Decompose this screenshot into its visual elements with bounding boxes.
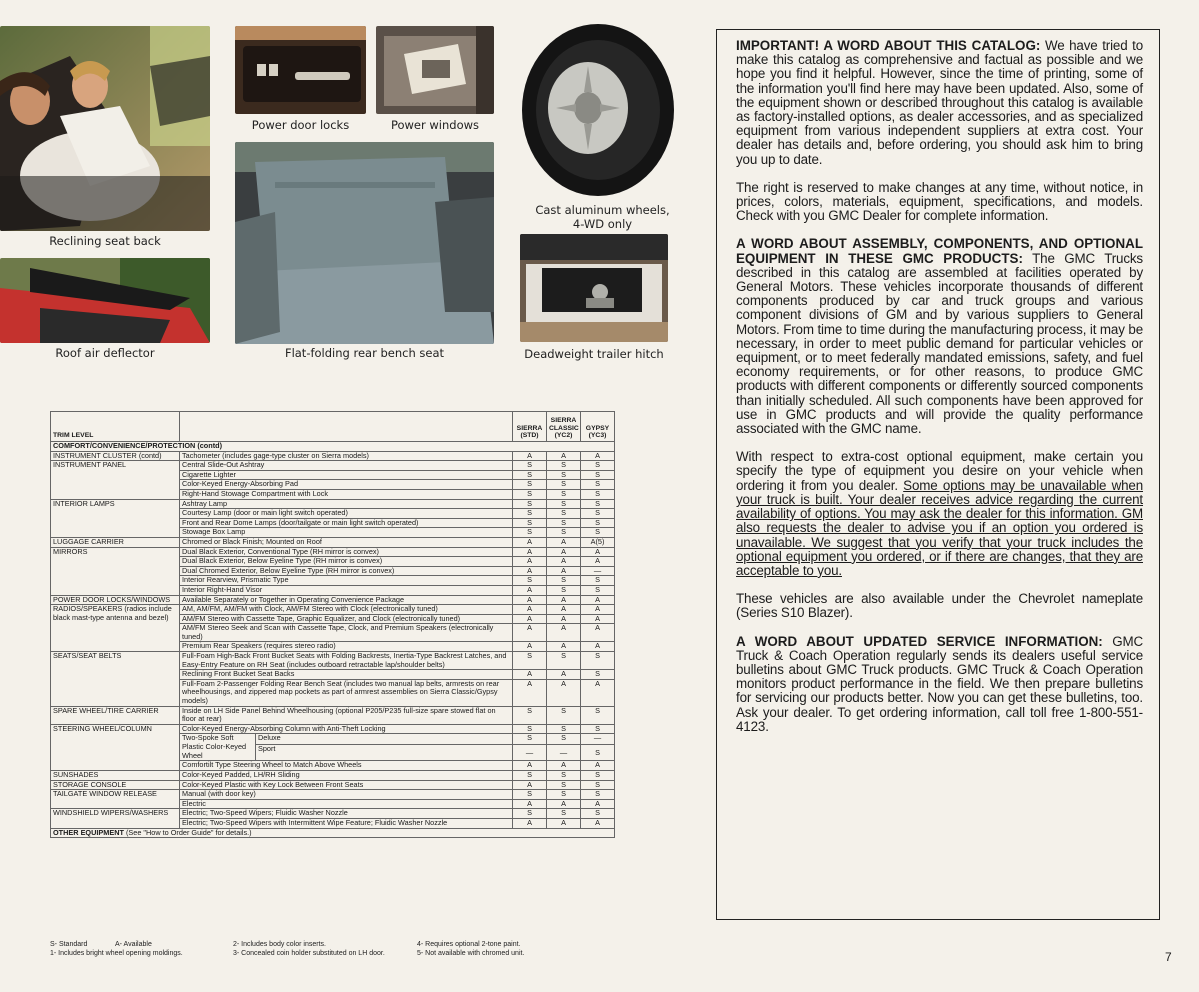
notice-paragraph-5: These vehicles are also available under the Chevrolet nameplate (Series S10 Blazer). bbox=[736, 591, 1143, 621]
value-cell: A bbox=[581, 614, 615, 624]
sierra-header: SIERRA (STD) bbox=[513, 412, 547, 442]
item-cell bbox=[180, 734, 513, 761]
item-cell: AM/FM Stereo Seek and Scan with Cassette Tape, Clock, and Premium Speakers (electronically tuned) bbox=[180, 624, 513, 642]
table-row bbox=[51, 605, 615, 615]
item-cell: Tachometer (includes gage-type cluster on Sierra models) bbox=[180, 451, 513, 461]
value-cell-lower: S bbox=[595, 748, 600, 758]
blank-header bbox=[180, 412, 513, 442]
group-cell: STORAGE CONSOLE bbox=[51, 780, 180, 790]
group-cell: SPARE WHEEL/TIRE CARRIER bbox=[51, 706, 180, 724]
value-cell: A bbox=[581, 679, 615, 706]
value-cell: A bbox=[513, 780, 547, 790]
aluminum-wheel-caption-2: 4-WD only bbox=[572, 217, 633, 231]
section-row bbox=[51, 442, 615, 452]
other-equipment-label: OTHER EQUIPMENT bbox=[53, 827, 124, 837]
value-cell: A bbox=[547, 605, 581, 615]
roof-deflector-photo bbox=[0, 258, 210, 343]
item-cell: Right-Hand Stowage Compartment with Lock bbox=[180, 489, 513, 499]
value-cell: S bbox=[513, 771, 547, 781]
power-door-locks-caption: Power door locks bbox=[251, 118, 350, 132]
value-cell: S bbox=[547, 576, 581, 586]
notice-body-4: With respect to extra-cost optional equipment, make certain you specify the type of equipment you desire on your vehicle when ordering it from you dealer. bbox=[736, 449, 1143, 493]
value-cell: A bbox=[513, 799, 547, 809]
item-cell: Full-Foam High-Back Front Bucket Seats with Folding Backrests, Inertia-Type Backrest Latches, and Easy-Entry Feature on RH Seat (includes outboard retractable lap/shoulder belts) bbox=[180, 652, 513, 670]
value-cell bbox=[581, 734, 615, 761]
table-header-row bbox=[51, 412, 615, 442]
table-row bbox=[51, 652, 615, 670]
equipment-table bbox=[50, 411, 615, 838]
notice-body-3: The GMC Trucks described in this catalog are assembled at facilities operated by General Motors. These vehicles incorporate thousands of different components produced by car and truck groups and various component divisions of GM and by various suppliers to General Motors. From time to time during the manufacturing process, it may be necessary, in order to meet public demand for particular vehicles or equipment, or to meet federally mandated emissions, safety, and fuel economy requirements, or for other reasons, to produce GMC products with different components or differently sourced components than initially scheduled. All such components have been approved for use in GMC products and will provide the quality performance associated with the GMC name. bbox=[736, 250, 1143, 437]
item-cell: Color-Keyed Padded, LH/RH Sliding bbox=[180, 771, 513, 781]
value-cell: S bbox=[547, 780, 581, 790]
reclining-seat-caption: Reclining seat back bbox=[49, 234, 161, 248]
footnote-available: A- Available bbox=[115, 941, 152, 948]
item-cell: Cigarette Lighter bbox=[180, 470, 513, 480]
value-cell: A bbox=[547, 624, 581, 642]
item-cell: Color-Keyed Energy-Absorbing Column with Anti-Theft Locking bbox=[180, 724, 513, 734]
other-equipment-note: (See "How to Order Guide" for details.) bbox=[123, 827, 252, 837]
item-cell: Interior Right-Hand Visor bbox=[180, 585, 513, 595]
item-cell: Central Slide-Out Ashtray bbox=[180, 461, 513, 471]
footnote-4: 4- Requires optional 2-tone paint. bbox=[417, 941, 521, 948]
table-row bbox=[51, 461, 615, 471]
item-cell: Ashtray Lamp bbox=[180, 499, 513, 509]
power-windows-caption: Power windows bbox=[390, 118, 480, 132]
value-cell: S bbox=[547, 518, 581, 528]
group-cell: TAILGATE WINDOW RELEASE bbox=[51, 790, 180, 809]
value-cell: S bbox=[581, 518, 615, 528]
value-cell: S bbox=[581, 790, 615, 800]
value-cell: S bbox=[547, 528, 581, 538]
value-cell: A bbox=[581, 451, 615, 461]
value-cell: S bbox=[513, 809, 547, 819]
group-cell: INSTRUMENT PANEL bbox=[51, 461, 180, 499]
notice-body-1: We have tried to make this catalog as comprehensive and factual as possible and we hope you find it helpful. However, since the time of printing, some of the information you'll find here may have been updated. Also, some of the equipment shown or described throughout this catalog is available as factory-installed options, as dealer accessories, and as specialized equipment from various independent suppliers at extra cost. Your dealer has details and, before ordering, you should ask him to bring you up to date. bbox=[736, 38, 1144, 167]
value-cell: A bbox=[547, 537, 581, 547]
footnote-5: 5- Not available with chromed unit. bbox=[417, 950, 525, 957]
value-cell: A bbox=[513, 642, 547, 652]
value-cell: S bbox=[581, 470, 615, 480]
value-cell: S bbox=[581, 724, 615, 734]
value-cell: S bbox=[547, 724, 581, 734]
value-cell: A bbox=[547, 679, 581, 706]
notice-heading-1: IMPORTANT! A WORD ABOUT THIS CATALOG: bbox=[736, 38, 1041, 53]
value-cell: S bbox=[547, 585, 581, 595]
item-cell: Inside on LH Side Panel Behind Wheelhousing (optional P205/P235 full-size spare stowed flat on floor at rear) bbox=[180, 706, 513, 724]
value-cell: A bbox=[547, 547, 581, 557]
footnote-standard: S- Standard bbox=[50, 941, 88, 948]
trailer-hitch-photo bbox=[520, 234, 668, 342]
value-cell: A bbox=[513, 761, 547, 771]
value-cell: S bbox=[513, 790, 547, 800]
item-cell: Electric; Two-Speed Wipers; Fluidic Washer Nozzle bbox=[180, 809, 513, 819]
value-cell bbox=[547, 734, 581, 761]
value-cell: S bbox=[581, 670, 615, 680]
value-cell: S bbox=[547, 809, 581, 819]
value-cell: A bbox=[513, 679, 547, 706]
value-cell: — bbox=[581, 566, 615, 576]
value-cell: S bbox=[581, 528, 615, 538]
item-cell: AM, AM/FM, AM/FM with Clock, AM/FM Stereo with Clock (electronically tuned) bbox=[180, 605, 513, 615]
group-cell: LUGGAGE CARRIER bbox=[51, 537, 180, 547]
notice-paragraph-1 bbox=[736, 39, 1143, 167]
value-cell: A bbox=[547, 595, 581, 605]
rear-bench-seat-photo bbox=[235, 142, 494, 344]
value-cell: A bbox=[513, 451, 547, 461]
item-cell: Color-Keyed Energy-Absorbing Pad bbox=[180, 480, 513, 490]
value-cell: A bbox=[581, 799, 615, 809]
item-cell: AM/FM Stereo with Cassette Tape, Graphic Equalizer, and Clock (electronically tuned) bbox=[180, 614, 513, 624]
item-cell: Interior Rearview, Prismatic Type bbox=[180, 576, 513, 586]
other-equipment-row bbox=[51, 828, 615, 838]
sierra-classic-header: SIERRA CLASSIC (YC2) bbox=[547, 412, 581, 442]
value-cell: A bbox=[581, 624, 615, 642]
value-cell: S bbox=[513, 706, 547, 724]
value-cell: A bbox=[513, 537, 547, 547]
rear-bench-seat-caption: Flat-folding rear bench seat bbox=[284, 346, 445, 360]
value-cell: S bbox=[513, 489, 547, 499]
value-cell-upper: S bbox=[513, 734, 546, 745]
item-cell: Courtesy Lamp (door or main light switch operated) bbox=[180, 509, 513, 519]
value-cell: A bbox=[581, 605, 615, 615]
item-cell: Stowage Box Lamp bbox=[180, 528, 513, 538]
value-cell: S bbox=[581, 780, 615, 790]
item-cell: Electric bbox=[180, 799, 513, 809]
value-cell: S bbox=[547, 470, 581, 480]
value-cell: S bbox=[547, 461, 581, 471]
value-cell: S bbox=[513, 724, 547, 734]
value-cell: S bbox=[547, 489, 581, 499]
value-cell: S bbox=[547, 509, 581, 519]
aluminum-wheel-caption-1: Cast aluminum wheels, bbox=[535, 203, 670, 217]
item-cell: Dual Chromed Exterior, Below Eyeline Type (RH mirror is convex) bbox=[180, 566, 513, 576]
value-cell: A bbox=[547, 642, 581, 652]
value-cell: A bbox=[547, 614, 581, 624]
group-cell: INSTRUMENT CLUSTER (contd) bbox=[51, 451, 180, 461]
value-cell: S bbox=[581, 461, 615, 471]
trailer-hitch-caption: Deadweight trailer hitch bbox=[524, 347, 664, 361]
footnote-3: 3- Concealed coin holder substituted on LH door. bbox=[233, 950, 385, 957]
value-cell: A bbox=[513, 585, 547, 595]
value-cell: A bbox=[547, 557, 581, 567]
value-cell: S bbox=[581, 576, 615, 586]
value-cell: A bbox=[513, 547, 547, 557]
value-cell-upper: — bbox=[581, 734, 614, 745]
value-cell-lower: — bbox=[559, 748, 568, 758]
value-cell: A bbox=[581, 818, 615, 828]
notice-paragraph-3 bbox=[736, 237, 1143, 436]
value-cell: S bbox=[581, 771, 615, 781]
item-cell: Front and Rear Dome Lamps (door/tailgate or main light switch operated) bbox=[180, 518, 513, 528]
value-cell: S bbox=[513, 461, 547, 471]
group-cell: STEERING WHEEL/COLUMN bbox=[51, 724, 180, 770]
value-cell: S bbox=[547, 706, 581, 724]
group-cell: SEATS/SEAT BELTS bbox=[51, 652, 180, 707]
value-cell: S bbox=[513, 576, 547, 586]
reclining-seat-photo bbox=[0, 26, 210, 231]
other-equipment-cell bbox=[51, 828, 615, 838]
value-cell: S bbox=[581, 480, 615, 490]
value-cell: A bbox=[513, 566, 547, 576]
value-cell-lower: — bbox=[525, 748, 534, 758]
value-cell: A bbox=[513, 605, 547, 615]
value-cell: A bbox=[547, 761, 581, 771]
value-cell: A bbox=[581, 557, 615, 567]
item-cell: Full-Foam 2-Passenger Folding Rear Bench Seat (includes two manual lap belts, armrests on rear wheelhousings, and zippered map pockets as part of armrest assemblies on Sierra Classic/Gypsy models) bbox=[180, 679, 513, 706]
item-cell: Dual Black Exterior, Below Eyeline Type (RH mirror is convex) bbox=[180, 557, 513, 567]
notice-heading-6: A WORD ABOUT UPDATED SERVICE INFORMATION: bbox=[736, 633, 1103, 649]
value-cell: S bbox=[513, 480, 547, 490]
value-cell: S bbox=[547, 499, 581, 509]
item-cell: Dual Black Exterior, Conventional Type (RH mirror is convex) bbox=[180, 547, 513, 557]
trim-level-header: TRIM LEVEL bbox=[51, 412, 180, 442]
item-cell: Available Separately or Together in Operating Convenience Package bbox=[180, 595, 513, 605]
value-cell: S bbox=[547, 790, 581, 800]
group-cell: SUNSHADES bbox=[51, 771, 180, 781]
group-cell: MIRRORS bbox=[51, 547, 180, 595]
value-cell: A bbox=[581, 642, 615, 652]
value-cell: S bbox=[581, 499, 615, 509]
value-cell: A bbox=[513, 595, 547, 605]
value-cell: A bbox=[547, 799, 581, 809]
value-cell: A bbox=[581, 547, 615, 557]
item-cell: Reclining Front Bucket Seat Backs bbox=[180, 670, 513, 680]
table-row bbox=[51, 537, 615, 547]
value-cell: S bbox=[581, 706, 615, 724]
footnote-2: 2- Includes body color inserts. bbox=[233, 941, 326, 948]
value-cell: A bbox=[513, 670, 547, 680]
value-cell: S bbox=[547, 480, 581, 490]
value-cell: S bbox=[513, 499, 547, 509]
value-cell: A bbox=[513, 557, 547, 567]
item-cell: Electric; Two-Speed Wipers with Intermittent Wipe Feature; Fluidic Washer Nozzle bbox=[180, 818, 513, 828]
gypsy-header: GYPSY (YC3) bbox=[581, 412, 615, 442]
footnote-1: 1- Includes bright wheel opening moldings. bbox=[50, 950, 183, 957]
value-cell: A bbox=[547, 818, 581, 828]
value-cell: S bbox=[581, 652, 615, 670]
group-cell: POWER DOOR LOCKS/WINDOWS bbox=[51, 595, 180, 605]
notice-paragraph-6 bbox=[736, 635, 1143, 734]
value-cell-upper: S bbox=[547, 734, 580, 745]
value-cell: A bbox=[581, 761, 615, 771]
value-cell: S bbox=[513, 470, 547, 480]
value-cell: A bbox=[513, 614, 547, 624]
table-row bbox=[51, 790, 615, 800]
value-cell: A bbox=[581, 595, 615, 605]
item-cell: Premium Rear Speakers (requires stereo radio) bbox=[180, 642, 513, 652]
aluminum-wheel-photo bbox=[518, 18, 678, 204]
value-cell: S bbox=[581, 489, 615, 499]
notice-paragraph-4 bbox=[736, 450, 1143, 578]
value-cell: A(5) bbox=[581, 537, 615, 547]
power-door-locks-photo bbox=[235, 26, 366, 114]
value-cell: S bbox=[513, 652, 547, 670]
steering-wheel-item: Two-Spoke Soft Plastic Color-Keyed Wheel bbox=[180, 734, 256, 760]
item-cell: Comfortilt Type Steering Wheel to Match Above Wheels bbox=[180, 761, 513, 771]
value-cell: A bbox=[547, 451, 581, 461]
value-cell: S bbox=[513, 509, 547, 519]
value-cell: A bbox=[547, 566, 581, 576]
value-cell: S bbox=[581, 809, 615, 819]
table-row bbox=[51, 771, 615, 781]
value-cell: S bbox=[581, 585, 615, 595]
value-cell: S bbox=[581, 509, 615, 519]
notice-paragraph-2: The right is reserved to make changes at any time, without notice, in prices, colors, materials, equipment, specifications, and models. Check with you GMC Dealer for complete information. bbox=[736, 179, 1143, 224]
page-number: 7 bbox=[1165, 950, 1172, 964]
value-cell bbox=[513, 734, 547, 761]
sub-item-sport: Sport bbox=[258, 744, 276, 754]
power-windows-photo bbox=[376, 26, 494, 114]
value-cell: S bbox=[547, 652, 581, 670]
value-cell: A bbox=[547, 670, 581, 680]
notice-body-6: GMC Truck & Coach Operation regularly sends its dealers useful service bulletins about GMC Truck products. GMC Truck & Coach Operation monitors product performance in the field. We then prepare bulletins for servicing our products better. Now you can get these bulletins, too. Ask your dealer. To get ordering information, call toll free 1-800-551-4123. bbox=[736, 633, 1143, 734]
notice-underlined-4: Some options may be unavailable when your truck is built. Your dealer receives advice regarding the current availability of options. You may ask the dealer for this information. GM also requests the dealer to advise you if an option you ordered is unavailable. We suggest that you verify that your truck includes the optional equipment you ordered, or if there are changes, that they are acceptable to you. bbox=[736, 477, 1143, 578]
sub-item-deluxe: Deluxe bbox=[256, 734, 512, 745]
value-cell: S bbox=[513, 528, 547, 538]
group-cell: RADIOS/SPEAKERS (radios include black mast-type antenna and bezel) bbox=[51, 605, 180, 652]
roof-deflector-caption: Roof air deflector bbox=[55, 346, 155, 360]
catalog-notice-box bbox=[716, 29, 1160, 920]
item-cell: Manual (with door key) bbox=[180, 790, 513, 800]
item-cell: Chromed or Black Finish; Mounted on Roof bbox=[180, 537, 513, 547]
notice-heading-3: A WORD ABOUT ASSEMBLY, COMPONENTS, AND OPTIONAL EQUIPMENT IN THESE GMC PRODUCTS: bbox=[736, 236, 1143, 266]
table-row bbox=[51, 706, 615, 724]
value-cell: A bbox=[513, 818, 547, 828]
group-cell: INTERIOR LAMPS bbox=[51, 499, 180, 537]
value-cell: A bbox=[513, 624, 547, 642]
item-cell: Color-Keyed Plastic with Key Lock Between Front Seats bbox=[180, 780, 513, 790]
section-title: COMFORT/CONVENIENCE/PROTECTION (contd) bbox=[51, 442, 615, 452]
value-cell: S bbox=[547, 771, 581, 781]
value-cell: S bbox=[513, 518, 547, 528]
group-cell: WINDSHIELD WIPERS/WASHERS bbox=[51, 809, 180, 828]
